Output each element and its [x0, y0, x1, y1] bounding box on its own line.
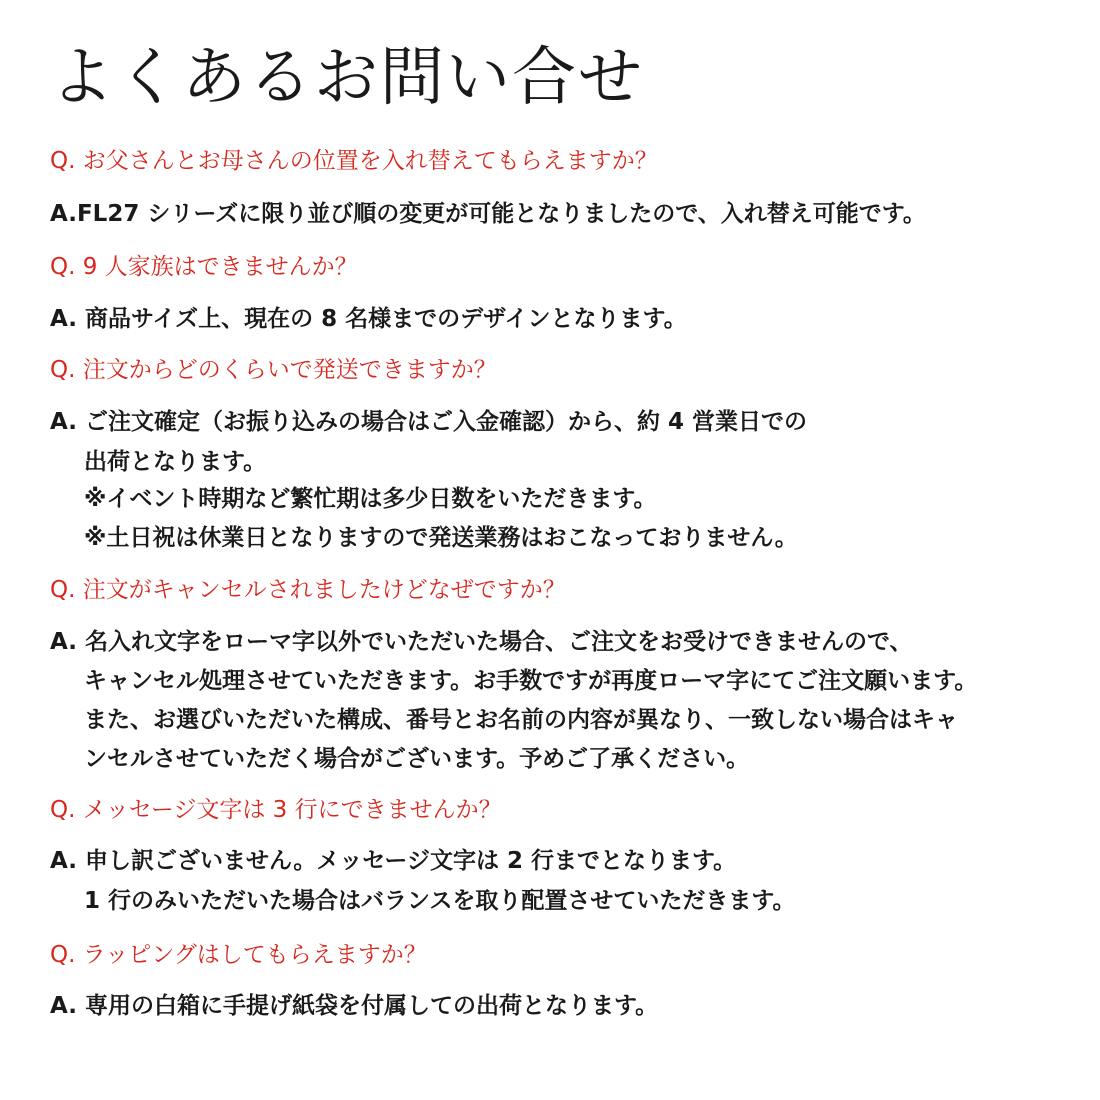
- faq-answer-5-line-2: 1 行のみいただいた場合はバランスを取り配置させていただきます。: [84, 888, 796, 914]
- faq-answer-4-line-4: ンセルさせていただく場合がございます。予めご了承ください。: [84, 746, 750, 772]
- faq-answer-6: A. 専用の白箱に手提げ紙袋を付属しての出荷となります。: [50, 993, 659, 1019]
- faq-answer-2: A. 商品サイズ上、現在の 8 名様までのデザインとなります。: [50, 306, 687, 332]
- faq-answer-3-line-3: ※イベント時期など繁忙期は多少日数をいただきます。: [84, 486, 657, 512]
- page-title: よくあるお問い合せ: [50, 41, 644, 115]
- faq-question-3: Q. 注文からどのくらいで発送できますか？: [50, 357, 497, 383]
- faq-answer-4-line-3: また、お選びいただいた構成、番号とお名前の内容が異なり、一致しない場合はキャ: [84, 707, 958, 733]
- faq-answer-4-line-2: キャンセル処理させていただきます。お手数ですが再度ローマ字にてご注文願います。: [84, 668, 978, 694]
- faq-answer-3-line-4: ※土日祝は休業日となりますので発送業務はおこなっておりません。: [84, 525, 798, 551]
- faq-question-1: Q. お父さんとお母さんの位置を入れ替えてもらえますか？: [50, 148, 658, 174]
- faq-question-2: Q. 9 人家族はできませんか？: [50, 254, 358, 280]
- faq-answer-3-line-1: A. ご注文確定（お振り込みの場合はご入金確認）から、約 4 営業日での: [50, 409, 807, 435]
- faq-answer-1: A.FL27 シリーズに限り並び順の変更が可能となりましたので、入れ替え可能です。: [50, 201, 926, 227]
- faq-question-4: Q. 注文がキャンセルされましたけどなぜですか？: [50, 577, 566, 603]
- faq-question-5: Q. メッセージ文字は 3 行にできませんか？: [50, 797, 502, 823]
- faq-answer-3-line-2: 出荷となります。: [84, 449, 267, 475]
- faq-answer-5-line-1: A. 申し訳ございません。メッセージ文字は 2 行までとなります。: [50, 848, 737, 874]
- faq-question-6: Q. ラッピングはしてもらえますか？: [50, 942, 427, 968]
- faq-answer-4-line-1: A. 名入れ文字をローマ字以外でいただいた場合、ご注文をお受けできませんので、: [50, 629, 913, 655]
